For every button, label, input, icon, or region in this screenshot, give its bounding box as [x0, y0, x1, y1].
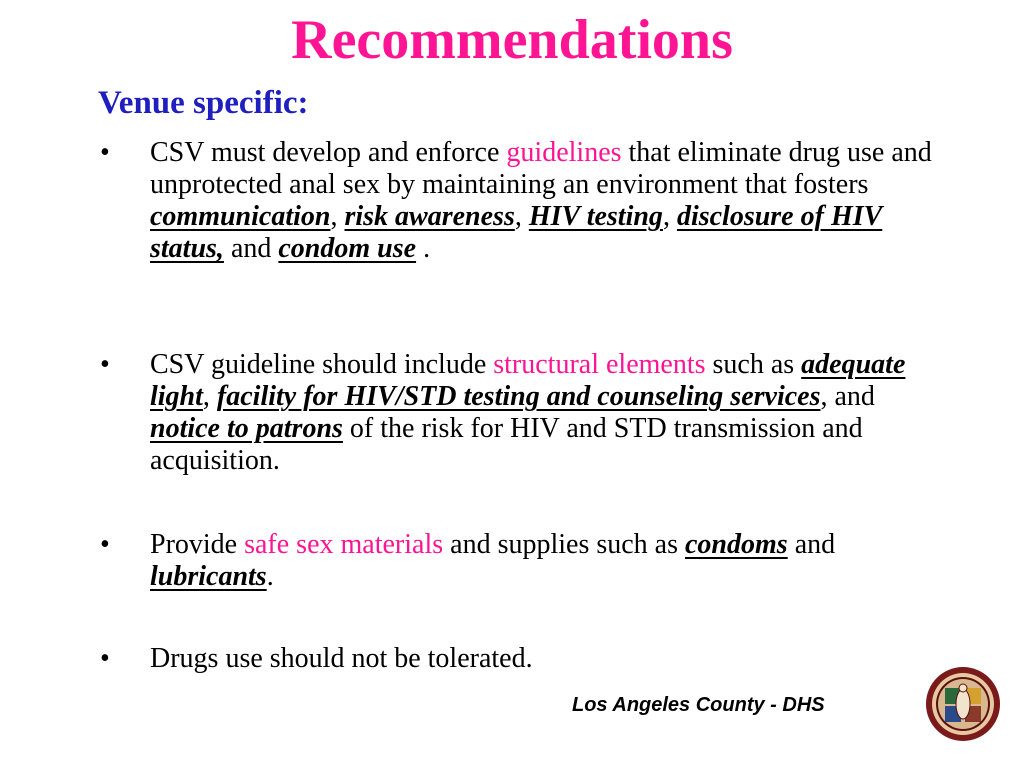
text-run: Provide: [150, 529, 245, 560]
emphasis-term: disclosure of HIV status,: [150, 201, 883, 264]
footer-credit: Los Angeles County - DHS: [572, 694, 825, 716]
text-run: CSV guideline should include: [150, 349, 494, 380]
bullet-text: [150, 137, 940, 265]
bullet-dot: •: [100, 349, 110, 380]
text-run: and: [787, 529, 836, 560]
text-run: and supplies such as: [443, 529, 685, 560]
slide-title: Recommendations: [291, 9, 733, 71]
text-run: , and: [820, 381, 875, 412]
text-run: .: [416, 233, 431, 264]
text-run: .: [266, 561, 274, 592]
text-run: ,: [662, 201, 677, 232]
emphasis-term: HIV testing: [528, 201, 663, 232]
highlight-term: safe sex materials: [244, 529, 444, 560]
text-run: and: [223, 233, 279, 264]
county-seal-graphic: [925, 666, 1001, 742]
seal-figure: [956, 689, 970, 719]
bullet-text: [150, 529, 940, 593]
section-subheading: Venue specific:: [98, 85, 309, 121]
bullet-dot: •: [100, 643, 110, 674]
text-run: ,: [202, 381, 217, 412]
text-run: Drugs use should not be tolerated.: [150, 643, 533, 674]
text-run: ,: [514, 201, 529, 232]
emphasis-term: facility for HIV/STD testing and counseling services: [216, 381, 821, 412]
emphasis-term: lubricants: [150, 561, 267, 592]
text-run: of the risk for HIV and STD transmission and acquisition.: [150, 413, 863, 476]
emphasis-term: condoms: [685, 529, 788, 560]
text-run: such as: [705, 349, 802, 380]
bullet-text: [150, 643, 940, 675]
bullet-dot: •: [100, 529, 110, 560]
text-run: CSV must develop and enforce: [150, 137, 507, 168]
emphasis-term: adequate light: [150, 349, 906, 412]
county-seal-icon: [925, 666, 1001, 742]
text-run: ,: [330, 201, 345, 232]
seal-figure-head: [959, 684, 967, 692]
bullet-text: [150, 349, 940, 477]
emphasis-term: risk awareness: [344, 201, 515, 232]
bullet-dot: •: [100, 137, 110, 168]
highlight-term: structural elements: [493, 349, 706, 380]
text-run: that eliminate drug use and unprotected anal sex by maintaining an environment that fosters: [150, 137, 932, 200]
emphasis-term: notice to patrons: [150, 413, 343, 444]
highlight-term: guidelines: [506, 137, 622, 168]
emphasis-term: condom use: [278, 233, 417, 264]
emphasis-term: communication: [150, 201, 331, 232]
